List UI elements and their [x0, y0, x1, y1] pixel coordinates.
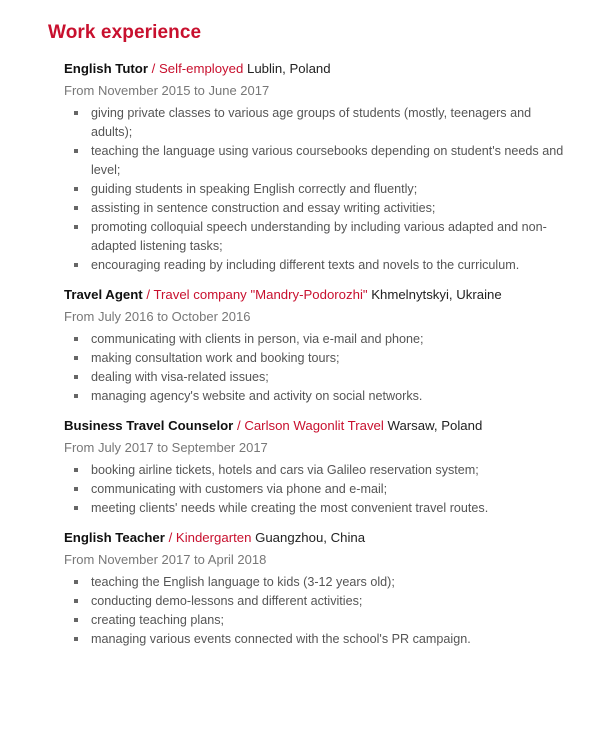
job-duties-list	[64, 461, 564, 518]
job-duty-item	[74, 218, 564, 256]
job-duty-text: encouraging reading by including different texts and novels to the curriculum.	[91, 258, 520, 272]
job-dates: From July 2017 to September 2017	[64, 440, 268, 455]
square-bullet-icon	[74, 187, 78, 191]
square-bullet-icon	[74, 375, 78, 379]
square-bullet-icon	[74, 111, 78, 115]
job-duty-text: creating teaching plans;	[91, 613, 225, 627]
job-location: Lublin, Poland	[246, 61, 331, 76]
job-duty-item	[74, 180, 564, 199]
job-employer: Carlson Wagonlit Travel	[244, 418, 384, 433]
job-duty-text: booking airline tickets, hotels and cars via Galileo reservation system;	[91, 463, 479, 477]
job-duty-text: managing agency's website and activity on social networks.	[91, 389, 423, 403]
job-location: Guangzhou, China	[255, 530, 366, 545]
job-duty-item	[74, 499, 564, 518]
job-header	[64, 417, 564, 435]
job-header	[64, 529, 564, 547]
job-duties-list	[64, 573, 564, 649]
job-dates: From November 2017 to April 2018	[64, 552, 267, 567]
job-header	[64, 60, 564, 78]
square-bullet-icon	[74, 394, 78, 398]
square-bullet-icon	[74, 599, 78, 603]
job-duty-item	[74, 387, 564, 406]
square-bullet-icon	[74, 637, 78, 641]
job-duties-list	[64, 104, 564, 275]
job-duty-text: conducting demo-lessons and different activities;	[91, 594, 363, 608]
job-dates: From July 2016 to October 2016	[64, 309, 251, 324]
square-bullet-icon	[74, 468, 78, 472]
job-duty-text: meeting clients' needs while creating the most convenient travel routes.	[91, 501, 489, 515]
job-duty-item	[74, 592, 564, 611]
job-entry	[64, 60, 564, 275]
job-location: Khmelnytskyi, Ukraine	[371, 287, 502, 302]
job-employer: Travel company "Mandry-Podorozhi"	[153, 287, 368, 302]
job-title: Business Travel Counselor	[64, 418, 234, 433]
job-duty-text: promoting colloquial speech understanding by including various adapted and non-adapted listening tasks;	[91, 220, 547, 253]
square-bullet-icon	[74, 487, 78, 491]
job-duty-text: managing various events connected with the school's PR campaign.	[91, 632, 471, 646]
job-duty-text: assisting in sentence construction and essay writing activities;	[91, 201, 436, 215]
job-entry	[64, 286, 564, 406]
job-duty-item	[74, 330, 564, 349]
square-bullet-icon	[74, 206, 78, 210]
square-bullet-icon	[74, 263, 78, 267]
job-duty-item	[74, 199, 564, 218]
square-bullet-icon	[74, 618, 78, 622]
job-entry	[64, 417, 564, 518]
job-duty-text: communicating with customers via phone and e-mail;	[91, 482, 388, 496]
job-separator: /	[168, 530, 173, 545]
job-title: English Tutor	[64, 61, 148, 76]
job-duty-item	[74, 368, 564, 387]
job-duty-text: dealing with visa-related issues;	[91, 370, 269, 384]
job-duty-item	[74, 461, 564, 480]
section-title: Work experience	[48, 22, 202, 43]
work-experience-list	[48, 60, 564, 649]
job-duties-list	[64, 330, 564, 406]
job-location: Warsaw, Poland	[387, 418, 483, 433]
job-duty-item	[74, 573, 564, 592]
job-duty-text: making consultation work and booking tours;	[91, 351, 340, 365]
square-bullet-icon	[74, 337, 78, 341]
job-title: Travel Agent	[64, 287, 143, 302]
job-entry	[64, 529, 564, 649]
job-header	[64, 286, 564, 304]
square-bullet-icon	[74, 356, 78, 360]
job-duty-text: communicating with clients in person, via e-mail and phone;	[91, 332, 424, 346]
job-separator: /	[236, 418, 241, 433]
square-bullet-icon	[74, 149, 78, 153]
job-duty-item	[74, 349, 564, 368]
job-separator: /	[146, 287, 151, 302]
job-duty-item	[74, 480, 564, 499]
job-separator: /	[151, 61, 156, 76]
square-bullet-icon	[74, 225, 78, 229]
job-duty-text: giving private classes to various age groups of students (mostly, teenagers and adults);	[91, 106, 532, 139]
job-duty-item	[74, 611, 564, 630]
job-duty-item	[74, 630, 564, 649]
job-title: English Teacher	[64, 530, 165, 545]
job-duty-text: teaching the language using various coursebooks depending on student's needs and level;	[91, 144, 564, 177]
job-employer: Self-employed	[159, 61, 244, 76]
job-duty-text: teaching the English language to kids (3-12 years old);	[91, 575, 395, 589]
job-duty-text: guiding students in speaking English correctly and fluently;	[91, 182, 418, 196]
job-employer: Kindergarten	[175, 530, 252, 545]
square-bullet-icon	[74, 580, 78, 584]
job-duty-item	[74, 256, 564, 275]
square-bullet-icon	[74, 506, 78, 510]
job-duty-item	[74, 104, 564, 142]
job-duty-item	[74, 142, 564, 180]
job-dates: From November 2015 to June 2017	[64, 83, 270, 98]
